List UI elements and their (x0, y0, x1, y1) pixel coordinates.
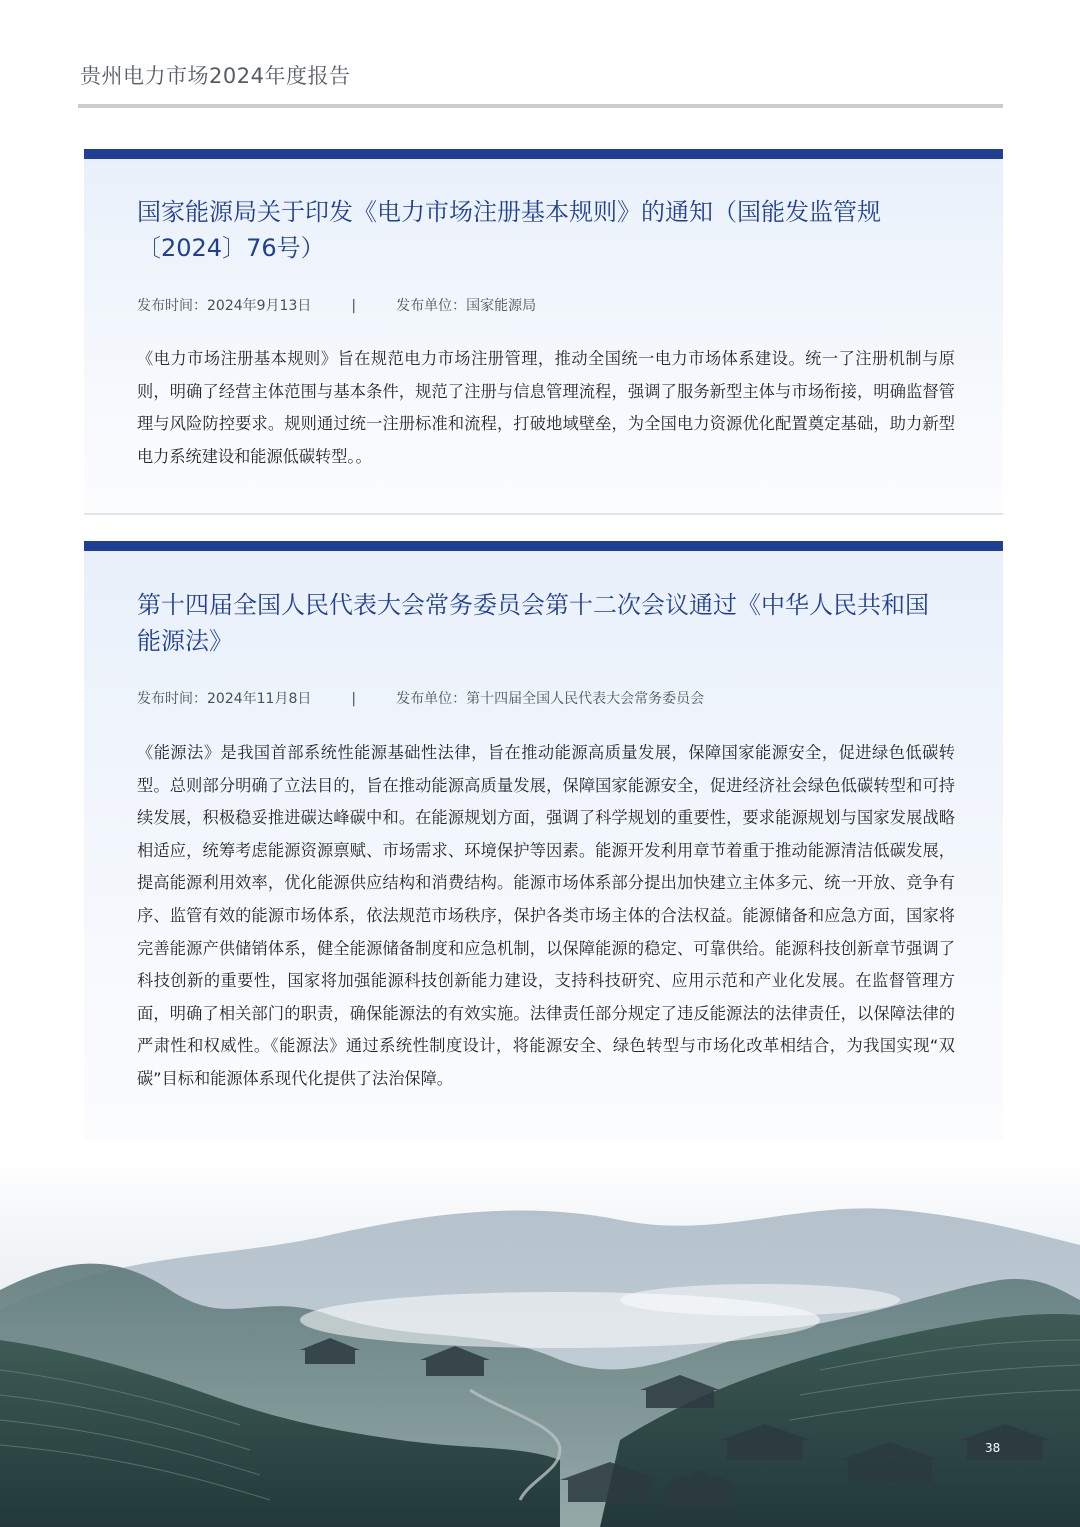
report-header-title: 贵州电力市场2024年度报告 (80, 64, 351, 88)
notice-card-2 (84, 541, 1003, 1155)
publish-time: 2024年11月8日 (207, 691, 312, 707)
card-meta (137, 295, 536, 315)
publisher: 第十四届全国人民代表大会常务委员会 (466, 691, 705, 707)
card-title: 国家能源局关于印发《电力市场注册基本规则》的通知（国能发监管规〔2024〕76号） (137, 198, 881, 262)
publish-time-label: 发布时间： (137, 691, 207, 707)
card-body-text: 《电力市场注册基本规则》旨在规范电力市场注册管理，推动全国统一电力市场体系建设。统一了注册机制与原则，明确了经营主体范围与基本条件，规范了注册与信息管理流程，强调了服务新型主体与市场衔接，明确监督管理与风险防控要求。规则通过统一注册标准和流程，打破地域壁垒，为全国电力资源优化配置奠定基础，助力新型电力系统建设和能源低碳转型。。 (137, 349, 955, 466)
meta-separator: | (351, 298, 357, 314)
card-meta (137, 688, 704, 708)
notice-card-1 (84, 149, 1003, 515)
card-body-text: 《能源法》是我国首部系统性能源基础性法律，旨在推动能源高质量发展，保障国家能源安全，促进绿色低碳转型。总则部分明确了立法目的，旨在推动能源高质量发展，保障国家能源安全，促进经济社会绿色低碳转型和可持续发展，积极稳妥推进碳达峰碳中和。在能源规划方面，强调了科学规划的重要性，要求能源规划与国家发展战略相适应，统筹考虑能源资源禀赋、市场需求、环境保护等因素。能源开发利用章节着重于推动能源清洁低碳发展，提高能源利用效率，优化能源供应结构和消费结构。能源市场体系部分提出加快建立主体多元、统一开放、竞争有序、监管有效的能源市场体系，依法规范市场秩序，保护各类市场主体的合法权益。能源储备和应急方面，国家将完善能源产供储销体系，健全能源储备制度和应急机制，以保障能源的稳定、可靠供给。能源科技创新章节强调了科技创新的重要性，国家将加强能源科技创新能力建设，支持科技研究、应用示范和产业化发展。在监督管理方面，明确了相关部门的职责，确保能源法的有效实施。法律责任部分规定了违反能源法的法律责任，以保障法律的严肃性和权威性。《能源法》通过系统性制度设计，将能源安全、绿色转型与市场化改革相结合，为我国实现“双碳”目标和能源体系现代化提供了法治保障。 (137, 743, 955, 1088)
meta-separator: | (351, 691, 357, 707)
card-title: 第十四届全国人民代表大会常务委员会第十二次会议通过《中华人民共和国能源法》 (137, 591, 929, 655)
header-divider (78, 104, 1003, 108)
card-top-bar (84, 149, 1003, 159)
publisher: 国家能源局 (466, 298, 537, 314)
publish-time: 2024年9月13日 (207, 298, 312, 314)
publish-time-label: 发布时间： (137, 298, 207, 314)
page-number: 38 (985, 1441, 1001, 1455)
publisher-label: 发布单位： (396, 298, 467, 314)
publisher-label: 发布单位： (396, 691, 467, 707)
card-top-bar (84, 541, 1003, 551)
mountain-village-landscape-image (0, 1140, 1080, 1527)
